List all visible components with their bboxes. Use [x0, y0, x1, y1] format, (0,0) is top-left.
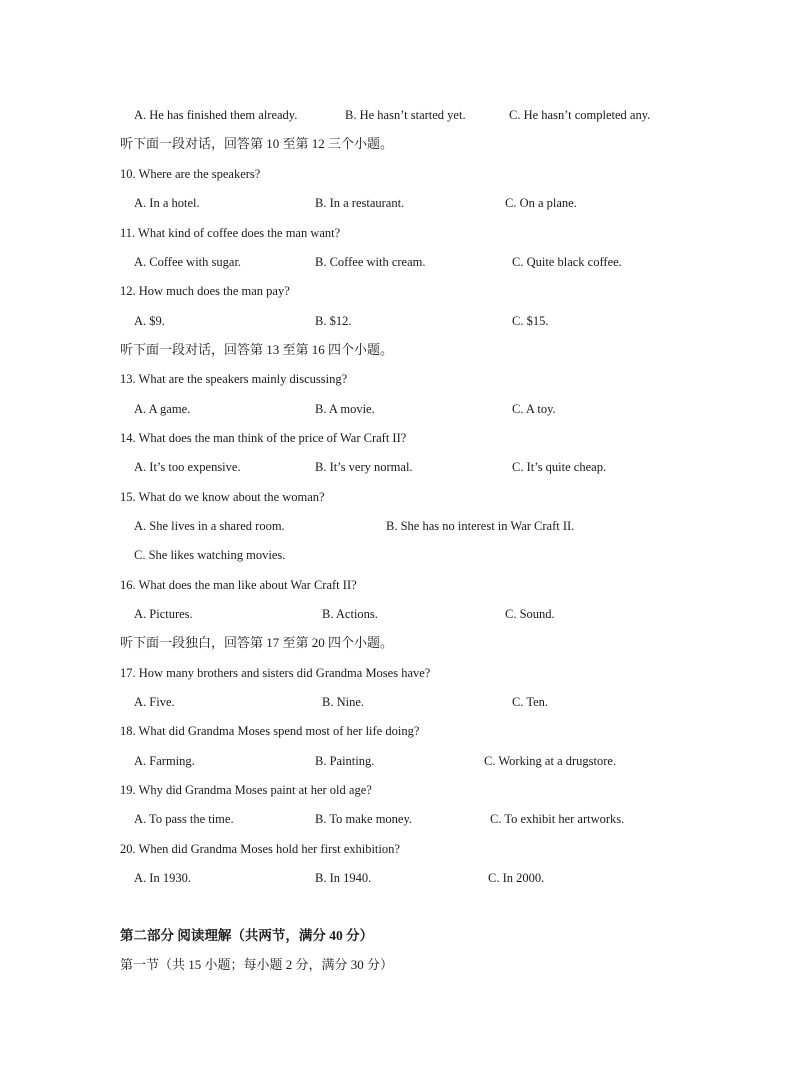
- q14-option-a: A. It’s too expensive.: [134, 460, 241, 474]
- question-19: 19. Why did Grandma Moses paint at her old age?: [120, 783, 372, 797]
- question-17: 17. How many brothers and sisters did Grandma Moses have?: [120, 666, 431, 680]
- q11-option-b: B. Coffee with cream.: [315, 255, 426, 269]
- question-16: 16. What does the man like about War Craft II?: [120, 578, 357, 592]
- q15-option-a: A. She lives in a shared room.: [134, 519, 285, 533]
- q16-option-a: A. Pictures.: [134, 607, 193, 621]
- q10-option-a: A. In a hotel.: [134, 196, 200, 210]
- question-20: 20. When did Grandma Moses hold her first exhibition?: [120, 842, 400, 856]
- question-13: 13. What are the speakers mainly discussing?: [120, 372, 348, 386]
- q13-option-c: C. A toy.: [512, 402, 556, 416]
- q19-option-b: B. To make money.: [315, 812, 413, 826]
- section-instruction-13-16: 听下面一段对话，回答第 13 至第 16 四个小题。: [120, 342, 394, 357]
- q18-option-c: C. Working at a drugstore.: [484, 754, 617, 768]
- q17-option-b: B. Nine.: [322, 695, 365, 709]
- q15-option-b: B. She has no interest in War Craft II.: [386, 519, 575, 533]
- q18-option-b: B. Painting.: [315, 754, 375, 768]
- question-10: 10. Where are the speakers?: [120, 167, 261, 181]
- q14-option-c: C. It’s quite cheap.: [512, 460, 607, 474]
- q18-option-a: A. Farming.: [134, 754, 195, 768]
- q11-option-a: A. Coffee with sugar.: [134, 255, 242, 269]
- q9-option-c: C. He hasn’t completed any.: [509, 108, 651, 122]
- q20-option-b: B. In 1940.: [315, 871, 372, 885]
- q20-option-c: C. In 2000.: [488, 871, 545, 885]
- q10-option-c: C. On a plane.: [505, 196, 577, 210]
- q11-option-c: C. Quite black coffee.: [512, 255, 622, 269]
- section-instruction-10-12: 听下面一段对话，回答第 10 至第 12 三个小题。: [120, 136, 394, 151]
- q12-option-c: C. $15.: [512, 314, 549, 328]
- q9-option-a: A. He has finished them already.: [134, 108, 298, 122]
- q16-option-c: C. Sound.: [505, 607, 555, 621]
- q12-option-a: A. $9.: [134, 314, 165, 328]
- q10-option-b: B. In a restaurant.: [315, 196, 405, 210]
- q13-option-a: A. A game.: [134, 402, 191, 416]
- question-18: 18. What did Grandma Moses spend most of her life doing?: [120, 724, 420, 738]
- question-12: 12. How much does the man pay?: [120, 284, 290, 298]
- q19-option-a: A. To pass the time.: [134, 812, 234, 826]
- q15-option-c: C. She likes watching movies.: [134, 548, 286, 562]
- question-11: 11. What kind of coffee does the man want?: [120, 226, 341, 240]
- section-one-heading: 第一节（共 15 小题；每小题 2 分，满分 30 分）: [120, 957, 394, 972]
- q17-option-a: A. Five.: [134, 695, 175, 709]
- part-two-heading: 第二部分 阅读理解（共两节，满分 40 分）: [120, 928, 374, 943]
- question-14: 14. What does the man think of the price of War Craft II?: [120, 431, 407, 445]
- q14-option-b: B. It’s very normal.: [315, 460, 413, 474]
- question-15: 15. What do we know about the woman?: [120, 490, 325, 504]
- q12-option-b: B. $12.: [315, 314, 352, 328]
- q9-option-b: B. He hasn’t started yet.: [345, 108, 466, 122]
- q20-option-a: A. In 1930.: [134, 871, 191, 885]
- q13-option-b: B. A movie.: [315, 402, 375, 416]
- q19-option-c: C. To exhibit her artworks.: [490, 812, 625, 826]
- q16-option-b: B. Actions.: [322, 607, 378, 621]
- q17-option-c: C. Ten.: [512, 695, 549, 709]
- section-instruction-17-20: 听下面一段独白，回答第 17 至第 20 四个小题。: [120, 635, 394, 650]
